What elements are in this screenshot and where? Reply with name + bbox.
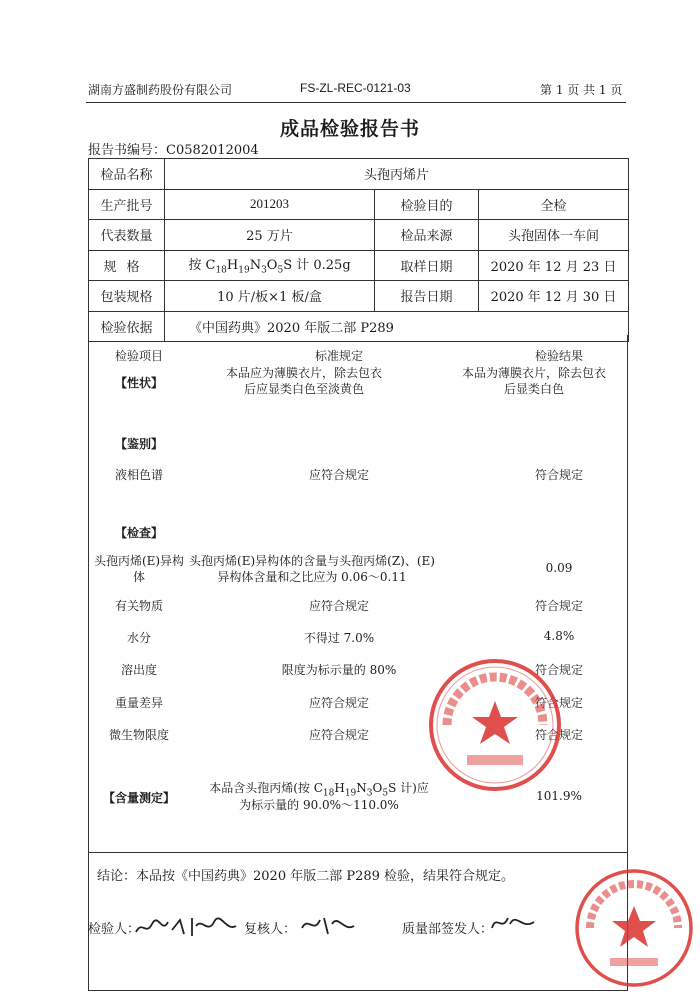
page-info: 第 1 页 共 1 页	[540, 83, 623, 97]
dissolution-result: 符合规定	[534, 663, 583, 677]
properties-result: 本品为薄膜衣片，除去包衣后显类白色	[461, 366, 606, 396]
micro-standard: 应符合规定	[308, 728, 369, 742]
header-divider	[86, 102, 626, 103]
dissolution-standard: 限度为标示量的 80%	[281, 663, 397, 677]
assay-result: 101.9%	[536, 789, 582, 803]
company-name: 湖南方盛制药股份有限公司	[88, 83, 233, 97]
quantity-value: 25 万片	[165, 220, 375, 251]
spec-value: 按 $C_{18}H_{19}N_3O_5S$ 计 0.25g	[165, 250, 375, 281]
water-item: 水分	[126, 631, 151, 645]
document-code: FS-ZL-REC-0121-03	[300, 81, 411, 95]
isomer-item: 头孢丙烯(E)异构体	[93, 554, 185, 584]
table-row	[89, 250, 629, 281]
qa-signer-label: 质量部签发人：	[402, 922, 494, 937]
table-row	[89, 159, 629, 190]
sample-date: 2020 年 12 月 23 日	[479, 250, 629, 281]
qa-signer-signature	[488, 908, 538, 938]
info-table	[88, 158, 629, 342]
micro-item: 微生物限度	[108, 728, 169, 742]
related-standard: 应符合规定	[308, 599, 369, 613]
batch-number: 201203	[165, 189, 375, 220]
spec-label: 规格	[89, 250, 165, 281]
basis-label: 检验依据	[89, 311, 165, 342]
reviewer-label: 复核人：	[244, 922, 297, 937]
related-item: 有关物质	[114, 599, 163, 613]
table-row	[89, 281, 629, 312]
isomer-result: 0.09	[545, 561, 573, 575]
report-date-label: 报告日期	[375, 281, 479, 312]
product-name-label: 检品名称	[89, 159, 165, 190]
section-identification: 【鉴别】	[114, 437, 163, 451]
dissolution-item: 溶出度	[120, 663, 157, 677]
conclusion-divider	[88, 852, 628, 853]
reviewer-signature	[298, 910, 358, 940]
package-label: 包装规格	[89, 281, 165, 312]
table-row	[89, 189, 629, 220]
weight-item: 重量差异	[114, 696, 163, 710]
product-name: 头孢丙烯片	[165, 159, 629, 190]
water-standard: 不得过 7.0%	[303, 631, 375, 645]
report-table	[88, 158, 628, 990]
assay-standard-line1: 本品含头孢丙烯(按 $C_{18}H_{19}N_3O_5S$ 计)应	[209, 781, 429, 799]
lc-item: 液相色谱	[114, 468, 163, 482]
batch-label: 生产批号	[89, 189, 165, 220]
properties-standard: 本品应为薄膜衣片，除去包衣后应显类白色至淡黄色	[225, 366, 382, 396]
conclusion-text: 结论：本品按《中国药典》2020 年版二部 P289 检验，结果符合规定。	[97, 869, 515, 884]
inspector-signature	[132, 912, 242, 942]
assay-standard-line2: 为标示量的 90.0%～110.0%	[239, 798, 399, 812]
package-value: 10 片/板×1 板/盒	[165, 281, 375, 312]
weight-standard: 应符合规定	[308, 696, 369, 710]
column-header-item: 检验项目	[114, 349, 163, 363]
source-value: 头孢固体一车间	[479, 220, 629, 251]
section-assay: 【含量测定】	[102, 791, 175, 805]
purpose-label: 检验目的	[375, 189, 479, 220]
lc-standard: 应符合规定	[308, 468, 369, 482]
weight-result: 符合规定	[534, 696, 583, 710]
inspector-label: 检验人：	[88, 922, 141, 937]
micro-result: 符合规定	[534, 728, 583, 742]
report-number: 报告书编号：C0582012004	[88, 143, 259, 158]
report-date: 2020 年 12 月 30 日	[479, 281, 629, 312]
quantity-label: 代表数量	[89, 220, 165, 251]
related-result: 符合规定	[534, 599, 583, 613]
column-header-result: 检验结果	[534, 349, 583, 363]
isomer-standard: 头孢丙烯(E)异构体的含量与头孢丙烯(Z)、(E)异构体含量和之比应为 0.06～0.11	[189, 554, 435, 584]
section-inspection: 【检查】	[114, 526, 163, 540]
section-properties: 【性状】	[114, 376, 163, 390]
column-header-standard: 标准规定	[314, 349, 363, 363]
page-title: 成品检验报告书	[279, 118, 420, 140]
purpose-value: 全检	[479, 189, 629, 220]
company-seal	[425, 655, 565, 795]
basis-value: 《中国药典》2020 年版二部 P289	[165, 311, 629, 342]
water-result: 4.8%	[543, 629, 575, 643]
sample-date-label: 取样日期	[375, 250, 479, 281]
lc-result: 符合规定	[534, 468, 583, 482]
table-row	[89, 220, 629, 251]
source-label: 检品来源	[375, 220, 479, 251]
qa-seal	[572, 866, 696, 990]
